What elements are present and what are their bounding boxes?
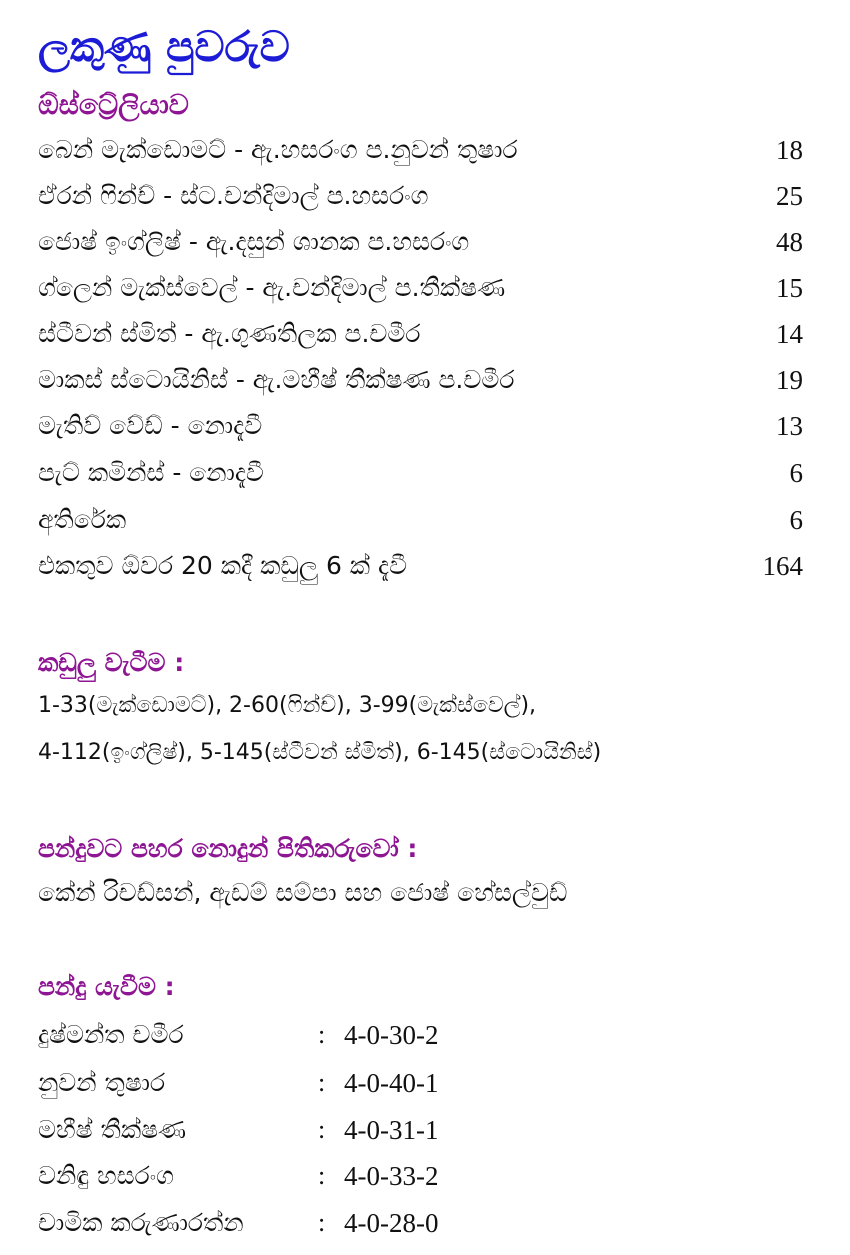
bowling-row xyxy=(38,1205,438,1241)
batting-row xyxy=(38,408,803,444)
bowler-name: මහීෂ් තීක්ෂණ xyxy=(38,1115,187,1144)
fall-of-wickets-line: 4-112(ඉංග්ලිෂ්), 5-145(ස්ටීවන් ස්මිත්), 6-145(ස්ටොයිනිස්) xyxy=(38,740,602,765)
batting-row xyxy=(38,270,803,306)
batsman-description: ග්ලෙන් මැක්ස්වෙල් - ඇ.චන්දිමාල් ප.තීක්ෂණ xyxy=(38,273,506,302)
batsman-runs: 15 xyxy=(776,272,803,303)
did-not-bat-heading: පන්දුවට පහර නොදුන් පිතිකරුවෝ : xyxy=(38,834,418,863)
bowling-row xyxy=(38,1158,438,1194)
batsman-runs: 19 xyxy=(776,364,803,395)
batsman-runs: 48 xyxy=(776,226,803,257)
batting-row xyxy=(38,316,803,352)
batting-row xyxy=(38,178,803,214)
batsman-description: බෙන් මැක්ඩොමට් - ඇ.හසරංග ප.නුවන් තුෂාර xyxy=(38,135,518,164)
fall-of-wickets-line: 1-33(මැක්ඩොමට්), 2-60(ෆින්ච්), 3-99(මැක්ස්වෙල්), xyxy=(38,693,537,718)
batsman-runs: 14 xyxy=(776,318,803,349)
bowling-row xyxy=(38,1112,438,1148)
batsman-runs: 6 xyxy=(789,457,803,488)
bowling-row xyxy=(38,1017,438,1053)
page-title: ලකුණු පුවරුව xyxy=(38,22,290,71)
extras-label: අතිරේක xyxy=(38,505,127,534)
bowling-heading: පන්දු යැවීම : xyxy=(38,972,175,1001)
total-label: එකතුව ඕවර 20 කදී කඩුලු 6 ක් දැවී xyxy=(38,551,408,580)
bowler-name: වනිඳු හසරංග xyxy=(38,1161,174,1190)
batsman-runs: 13 xyxy=(776,410,803,441)
batting-row xyxy=(38,455,803,491)
batsman-runs: 25 xyxy=(776,180,803,211)
bowler-figures: 4-0-31-1 xyxy=(344,1114,439,1145)
bowler-figures: 4-0-30-2 xyxy=(344,1019,439,1050)
bowler-separator: : xyxy=(318,1208,326,1237)
total-row xyxy=(38,548,803,584)
extras-runs: 6 xyxy=(789,504,803,535)
batting-row xyxy=(38,362,803,398)
team-name: ඕස්ට්‍රේලියාව xyxy=(38,88,189,121)
batsman-description: මාකස් ස්ටොයිනිස් - ඇ.මහීෂ් තීක්ෂණ ප.චමීර xyxy=(38,365,515,394)
bowler-separator: : xyxy=(318,1020,326,1049)
batting-row xyxy=(38,132,803,168)
bowler-name: දුෂ්මන්ත චමීර xyxy=(38,1020,184,1049)
bowler-figures: 4-0-28-0 xyxy=(344,1207,439,1238)
bowler-separator: : xyxy=(318,1115,326,1144)
fall-of-wickets-heading: කඩුලු වැටීම : xyxy=(38,648,185,677)
bowler-figures: 4-0-40-1 xyxy=(344,1067,439,1098)
total-runs: 164 xyxy=(762,550,803,581)
batsman-description: පැට් කමින්ස් - නොදැවී xyxy=(38,458,264,487)
bowler-separator: : xyxy=(318,1161,326,1190)
batsman-description: ස්ටීවන් ස්මිත් - ඇ.ගුණතිලක ප.චමීර xyxy=(38,319,421,348)
bowler-separator: : xyxy=(318,1068,326,1097)
batting-row xyxy=(38,224,803,260)
batsman-runs: 18 xyxy=(776,134,803,165)
bowling-row xyxy=(38,1065,438,1101)
did-not-bat-names: කේන් රිචඩ්සන්, ඇඩම් සම්පා සහ ජොෂ් හේසල්වුඩ් xyxy=(38,878,568,907)
batsman-description: මැතිව් වේඩ් - නොදැවී xyxy=(38,411,263,440)
extras-row xyxy=(38,502,803,538)
bowler-name: චාමික කරුණාරත්න xyxy=(38,1208,244,1237)
bowler-name: නුවන් තුෂාර xyxy=(38,1068,166,1097)
bowler-figures: 4-0-33-2 xyxy=(344,1160,439,1191)
batsman-description: ඒරන් ෆින්ච් - ස්ට.චන්දිමාල් ප.හසරංග xyxy=(38,181,429,210)
batsman-description: ජොෂ් ඉංග්ලිෂ් - ඇ.දසුන් ශානක ප.හසරංග xyxy=(38,227,470,256)
